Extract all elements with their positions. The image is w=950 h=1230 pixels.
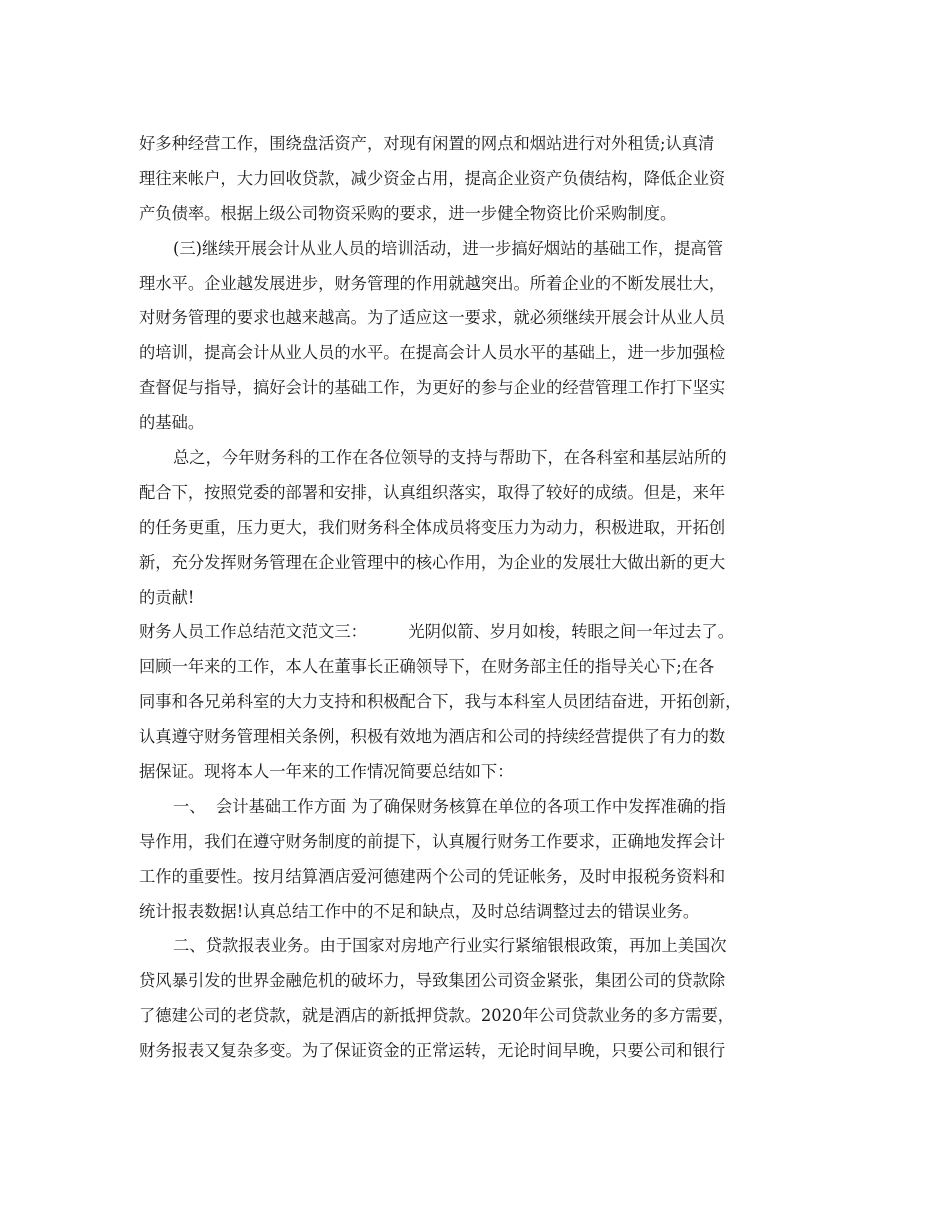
- text-line: 工作的重要性。按月结算酒店爱河德建两个公司的凭证帐务，及时申报税务资料和: [139, 866, 726, 886]
- text-line: 财务报表又复杂多变。为了保证资金的正常运转，无论时间早晚，只要公司和银行: [139, 1041, 726, 1061]
- text-line: 产负债率。根据上级公司物资采购的要求，进一步健全物资比价采购制度。: [139, 203, 677, 223]
- text-line: 好多种经营工作，围绕盘活资产，对现有闲置的网点和烟站进行对外租赁;认真清: [139, 134, 715, 153]
- text-line: 新，充分发挥财务管理在企业管理中的核心作用，为企业的发展壮大做出新的更大: [139, 552, 726, 572]
- text-line: 统计报表数据!认真总结工作中的不足和缺点，及时总结调整过去的错误业务。: [139, 901, 700, 921]
- text-line: 的培训，提高会计从业人员的水平。在提高会计人员水平的基础上，进一步加强检: [139, 343, 726, 363]
- text-line: 理往来帐户，大力回收贷款，减少资金占用，提高企业资产负债结构，降低企业资: [139, 168, 726, 188]
- text-line: 认真遵守财务管理相关条例，积极有效地为酒店和公司的持续经营提供了有力的数: [139, 727, 726, 747]
- text-line: 的贡献!: [139, 587, 195, 607]
- text-line: 导作用，我们在遵守财务制度的前提下，认真履行财务工作要求，正确地发挥会计: [139, 831, 726, 851]
- section-heading-line: 财务人员工作总结范文范文三： 光阴似箭、岁月如梭，转眼之间一年过去了。: [139, 622, 734, 642]
- document-body: [139, 127, 819, 1069]
- paragraph-start-line: 总之，今年财务科的工作在各位领导的支持与帮助下，在各科室和基层站所的: [173, 448, 727, 468]
- text-line: 对财务管理的要求也越来越高。为了适应这一要求，就必须继续开展会计从业人员: [139, 308, 726, 328]
- text-line: 查督促与指导，搞好会计的基础工作，为更好的参与企业的经营管理工作打下坚实: [139, 378, 726, 398]
- text-line: 贷风暴引发的世界金融危机的破坏力，导致集团公司资金紧张，集团公司的贷款除: [139, 971, 726, 991]
- paragraph-start-line: 二、贷款报表业务。由于国家对房地产行业实行紧缩银根政策，再加上美国次: [173, 936, 727, 956]
- text-line: 的基础。: [139, 413, 205, 433]
- text-line: 了德建公司的老贷款，就是酒店的新抵押贷款。2020年公司贷款业务的多方需要，: [139, 1006, 735, 1026]
- text-line: 同事和各兄弟科室的大力支持和积极配合下，我与本科室人员团结奋进，开拓创新，: [139, 692, 742, 712]
- text-line: 据保证。现将本人一年来的工作情况简要总结如下：: [139, 762, 514, 782]
- paragraph-start-line: 一、 会计基础工作方面 为了确保财务核算在单位的各项工作中发挥准确的指: [173, 796, 726, 816]
- text-line: 理水平。企业越发展进步，财务管理的作用就越突出。所着企业的不断发展壮大，: [139, 273, 726, 293]
- text-line: 配合下，按照党委的部署和安排，认真组织落实，取得了较好的成绩。但是，来年: [139, 482, 726, 502]
- text-line: 的任务更重，压力更大，我们财务科全体成员将变压力为动力，积极进取，开拓创: [139, 517, 726, 537]
- text-line: 回顾一年来的工作，本人在董事长正确领导下，在财务部主任的指导关心下;在各: [139, 657, 715, 677]
- paragraph-start-line: (三)继续开展会计从业人员的培训活动，进一步搞好烟站的基础工作，提高管: [173, 238, 723, 258]
